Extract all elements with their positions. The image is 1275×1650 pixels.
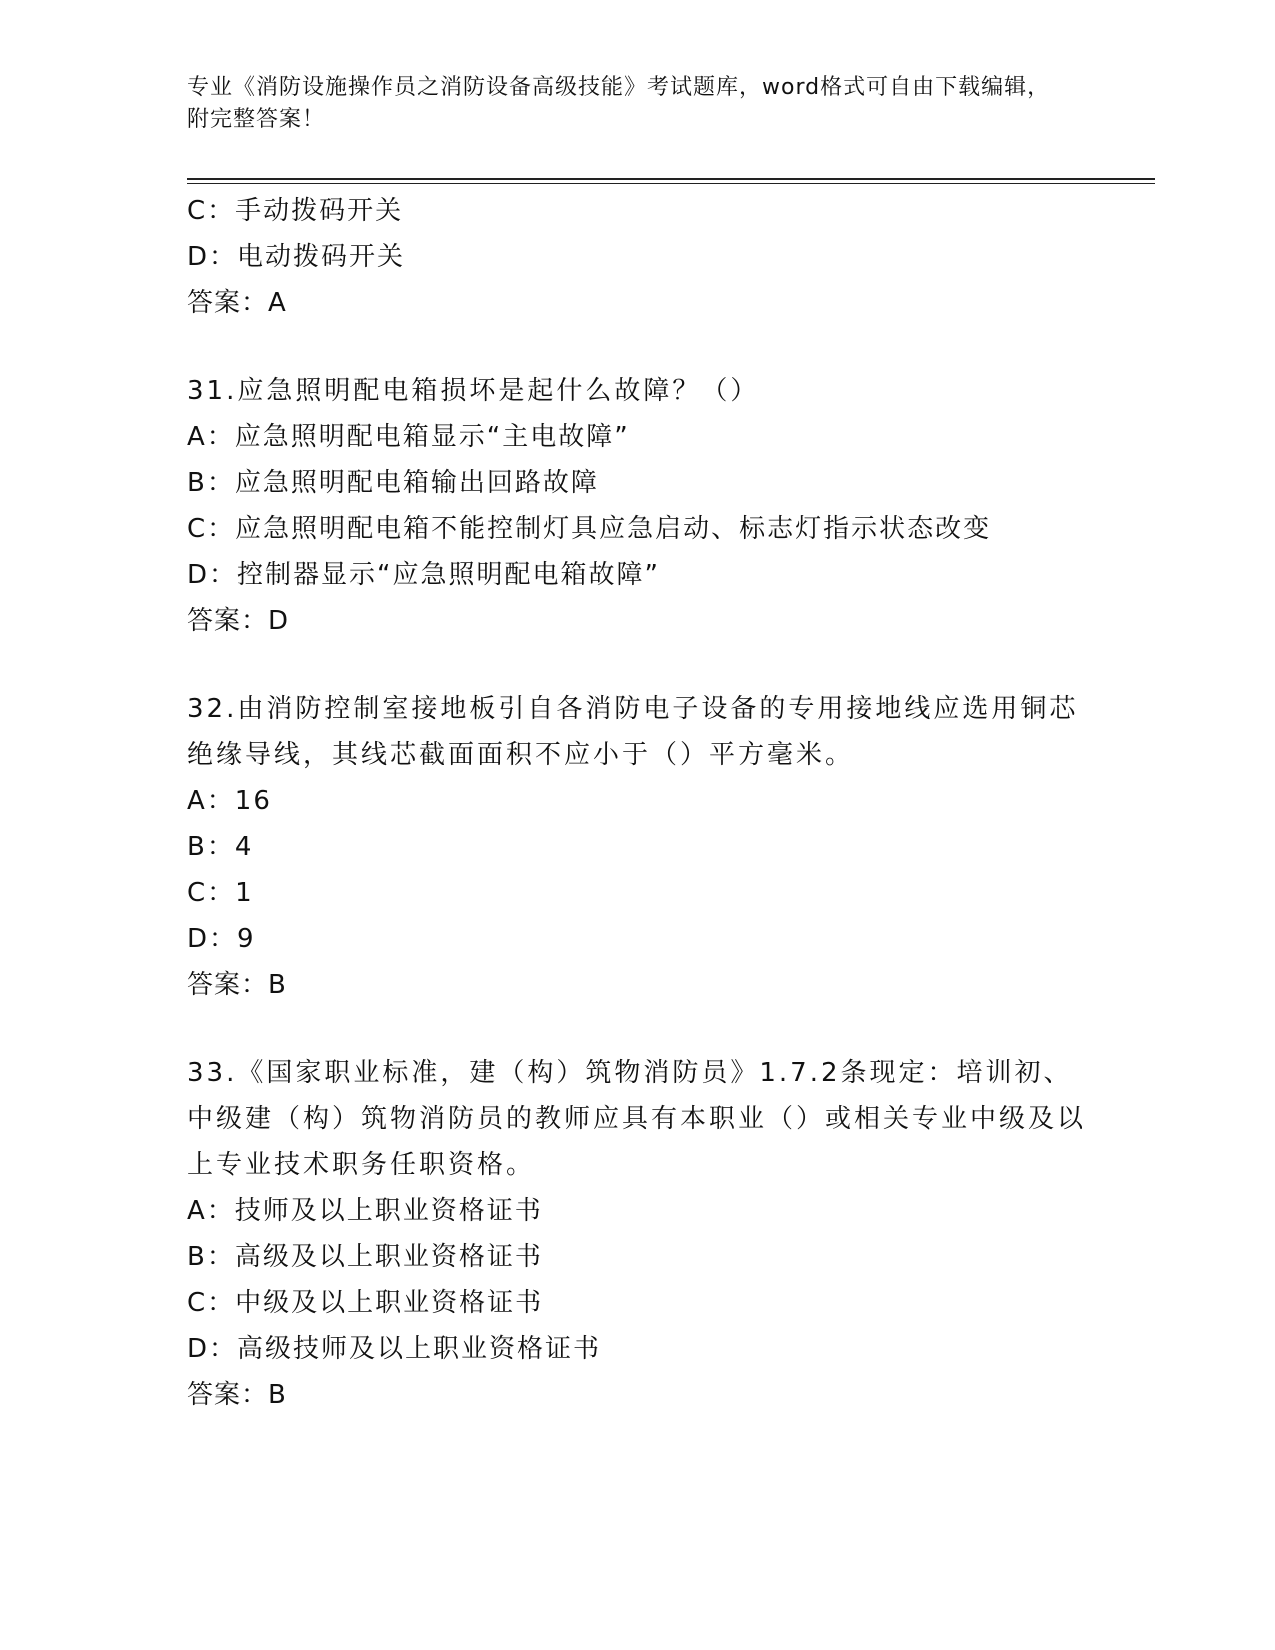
option-a: A：技师及以上职业资格证书 — [187, 1196, 543, 1226]
question-stem: 32.由消防控制室接地板引自各消防电子设备的专用接地线应选用铜芯绝缘导线，其线芯截面面积不应小于（）平方毫米。 — [187, 694, 1079, 770]
question-stem: 31.应急照明配电箱损坏是起什么故障？（） — [187, 376, 760, 406]
document-header: 专业《消防设施操作员之消防设备高级技能》考试题库，word格式可自由下载编辑，附完整答案！ — [187, 75, 1051, 132]
option-a: A：16 — [187, 786, 272, 816]
answer-line: 答案：A — [187, 288, 287, 318]
option-d: D：高级技师及以上职业资格证书 — [187, 1334, 602, 1364]
header-divider-thin — [187, 183, 1155, 184]
question-31 — [187, 368, 1087, 644]
answer-line: 答案：B — [187, 1380, 287, 1410]
option-a: A：应急照明配电箱显示“主电故障” — [187, 422, 630, 452]
question-33 — [187, 1050, 1087, 1418]
option-d: D：电动拨码开关 — [187, 242, 406, 272]
question-stem: 33.《国家职业标准，建（构）筑物消防员》1.7.2条现定：培训初、中级建（构）筑物消防员的教师应具有本职业（）或相关专业中级及以上专业技术职务任职资格。 — [187, 1058, 1087, 1180]
previous-question-tail — [187, 188, 1087, 326]
option-c: C：中级及以上职业资格证书 — [187, 1288, 544, 1318]
question-32 — [187, 686, 1087, 1008]
option-c: C：1 — [187, 878, 254, 908]
option-d: D：控制器显示“应急照明配电箱故障” — [187, 560, 660, 590]
question-list — [187, 188, 1087, 1418]
option-d: D：9 — [187, 924, 256, 954]
option-b: B：高级及以上职业资格证书 — [187, 1242, 543, 1272]
answer-line: 答案：B — [187, 970, 287, 1000]
option-c: C：手动拨码开关 — [187, 196, 404, 226]
header-divider-thick — [187, 178, 1155, 180]
option-b: B：4 — [187, 832, 254, 862]
option-c: C：应急照明配电箱不能控制灯具应急启动、标志灯指示状态改变 — [187, 514, 992, 544]
answer-line: 答案：D — [187, 606, 290, 636]
option-b: B：应急照明配电箱输出回路故障 — [187, 468, 599, 498]
